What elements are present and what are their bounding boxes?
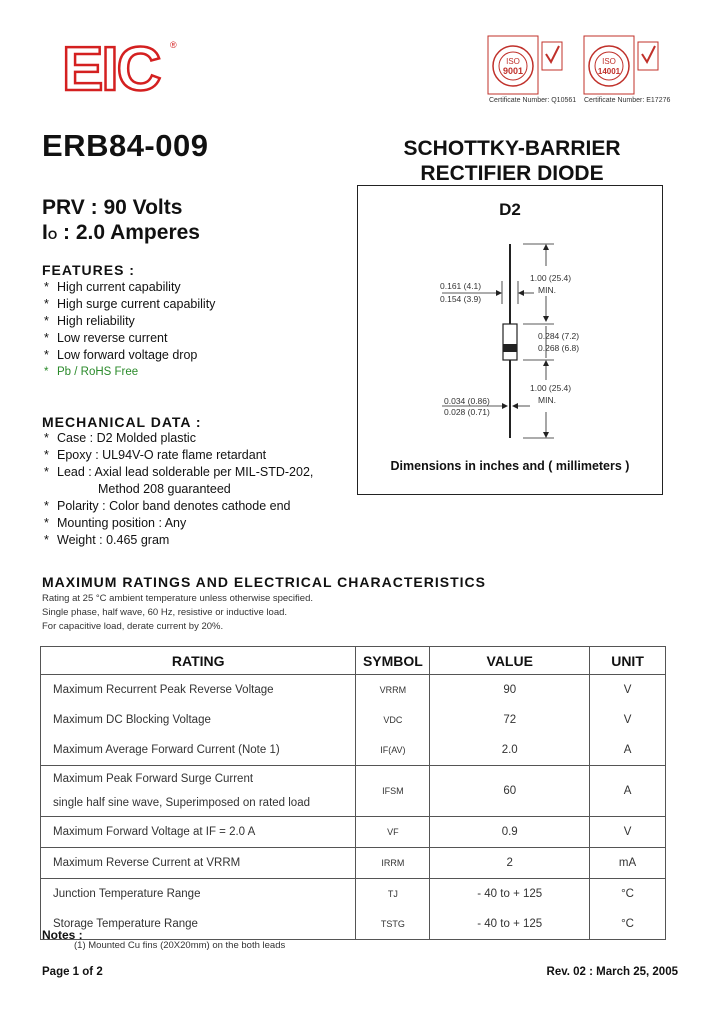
iso-label: ISO bbox=[506, 57, 520, 66]
eic-logo-text: EIC bbox=[62, 38, 160, 98]
title-line-2: RECTIFIER DIODE bbox=[420, 162, 604, 185]
eic-logo bbox=[62, 38, 182, 98]
table-row: Maximum Forward Voltage at IF = 2.0 A VF 0.9 V bbox=[41, 817, 666, 848]
rating-condition-1: Rating at 25 °C ambient temperature unless otherwise specified. bbox=[42, 593, 313, 604]
rating-condition-3: For capacitive load, derate current by 20%. bbox=[42, 621, 224, 632]
diagram-caption: Dimensions in inches and ( millimeters ) bbox=[390, 459, 630, 473]
dim-bottom-lead: 1.00 (25.4) bbox=[530, 383, 572, 393]
table-row: Maximum Peak Forward Surge Current single half sine wave, Superimposed on rated load IFSM 60 A bbox=[41, 766, 666, 817]
cert-number-2: Certificate Number: E17276 bbox=[584, 97, 671, 104]
table-header bbox=[41, 647, 666, 675]
list-item: * Lead : Axial lead solderable per MIL-STD-202, bbox=[44, 465, 314, 479]
list-item: Method 208 guaranteed bbox=[98, 482, 231, 496]
prv-rating: PRV : 90 Volts bbox=[42, 196, 183, 219]
revision-date: Rev. 02 : March 25, 2005 bbox=[546, 966, 678, 978]
title-line-1: SCHOTTKY-BARRIER bbox=[403, 137, 621, 160]
table-row: Storage Temperature Range TSTG - 40 to + 125 °C bbox=[41, 909, 666, 940]
dim-body-len-max: 0.284 (7.2) bbox=[538, 331, 580, 341]
device-title bbox=[358, 136, 666, 186]
part-number: ERB84-009 bbox=[42, 128, 209, 163]
page-number: Page 1 of 2 bbox=[42, 966, 103, 978]
mechanical-list bbox=[44, 430, 313, 549]
io-rating: IO : 2.0 Amperes bbox=[42, 221, 200, 244]
col-unit: UNIT bbox=[590, 647, 666, 675]
list-item: * Low reverse current bbox=[44, 331, 168, 345]
table-row: Maximum DC Blocking Voltage VDC 72 V bbox=[41, 705, 666, 735]
dim-lead-dia-min: 0.028 (0.71) bbox=[444, 407, 490, 417]
package-name: D2 bbox=[499, 200, 521, 219]
list-item: * Weight : 0.465 gram bbox=[44, 533, 170, 547]
table-row: Maximum Average Forward Current (Note 1) IF(AV) 2.0 A bbox=[41, 735, 666, 766]
table-row: Junction Temperature Range TJ - 40 to + 125 °C bbox=[41, 879, 666, 910]
table-row: Maximum Recurrent Peak Reverse Voltage VRRM 90 V bbox=[41, 675, 666, 706]
dim-top-lead-min: MIN. bbox=[538, 285, 556, 295]
list-item: * Polarity : Color band denotes cathode end bbox=[44, 499, 291, 513]
list-item: * Case : D2 Molded plastic bbox=[44, 431, 196, 445]
ratings-heading: MAXIMUM RATINGS AND ELECTRICAL CHARACTERISTICS bbox=[42, 574, 486, 590]
iso-label: ISO bbox=[602, 57, 616, 66]
mechanical-heading: MECHANICAL DATA : bbox=[42, 414, 202, 430]
col-rating: RATING bbox=[41, 647, 356, 675]
package-diagram bbox=[357, 185, 663, 495]
col-symbol: SYMBOL bbox=[356, 647, 430, 675]
dim-lead-dia-max: 0.034 (0.86) bbox=[444, 396, 490, 406]
list-item: * Pb / RoHS Free bbox=[44, 366, 139, 378]
rating-condition-2: Single phase, half wave, 60 Hz, resistive or inductive load. bbox=[42, 607, 288, 618]
cert-number-1: Certificate Number: Q10561 bbox=[489, 97, 577, 104]
table-row: Maximum Reverse Current at VRRM IRRM 2 mA bbox=[41, 848, 666, 879]
note-1: (1) Mounted Cu fins (20X20mm) on the both leads bbox=[74, 940, 286, 951]
ratings-table bbox=[40, 646, 666, 940]
col-value: VALUE bbox=[430, 647, 590, 675]
dim-bottom-lead-min: MIN. bbox=[538, 395, 556, 405]
list-item: * Epoxy : UL94V-O rate flame retardant bbox=[44, 448, 267, 462]
list-item: * Mounting position : Any bbox=[44, 516, 187, 530]
list-item: * High reliability bbox=[44, 314, 135, 328]
features-list bbox=[44, 279, 215, 381]
list-item: * High surge current capability bbox=[44, 297, 216, 311]
features-heading: FEATURES : bbox=[42, 262, 135, 278]
iso-number: 14001 bbox=[597, 67, 621, 76]
list-item: * Low forward voltage drop bbox=[44, 348, 198, 362]
list-item: * High current capability bbox=[44, 280, 181, 294]
svg-text:®: ® bbox=[170, 40, 177, 50]
dim-body-len-min: 0.268 (6.8) bbox=[538, 343, 580, 353]
dim-body-dia-max: 0.161 (4.1) bbox=[440, 281, 482, 291]
notes-heading: Notes : bbox=[42, 928, 83, 942]
iso-number: 9001 bbox=[502, 66, 524, 76]
diode-drawing bbox=[358, 186, 662, 494]
dim-top-lead: 1.00 (25.4) bbox=[530, 273, 572, 283]
dim-body-dia-min: 0.154 (3.9) bbox=[440, 294, 482, 304]
